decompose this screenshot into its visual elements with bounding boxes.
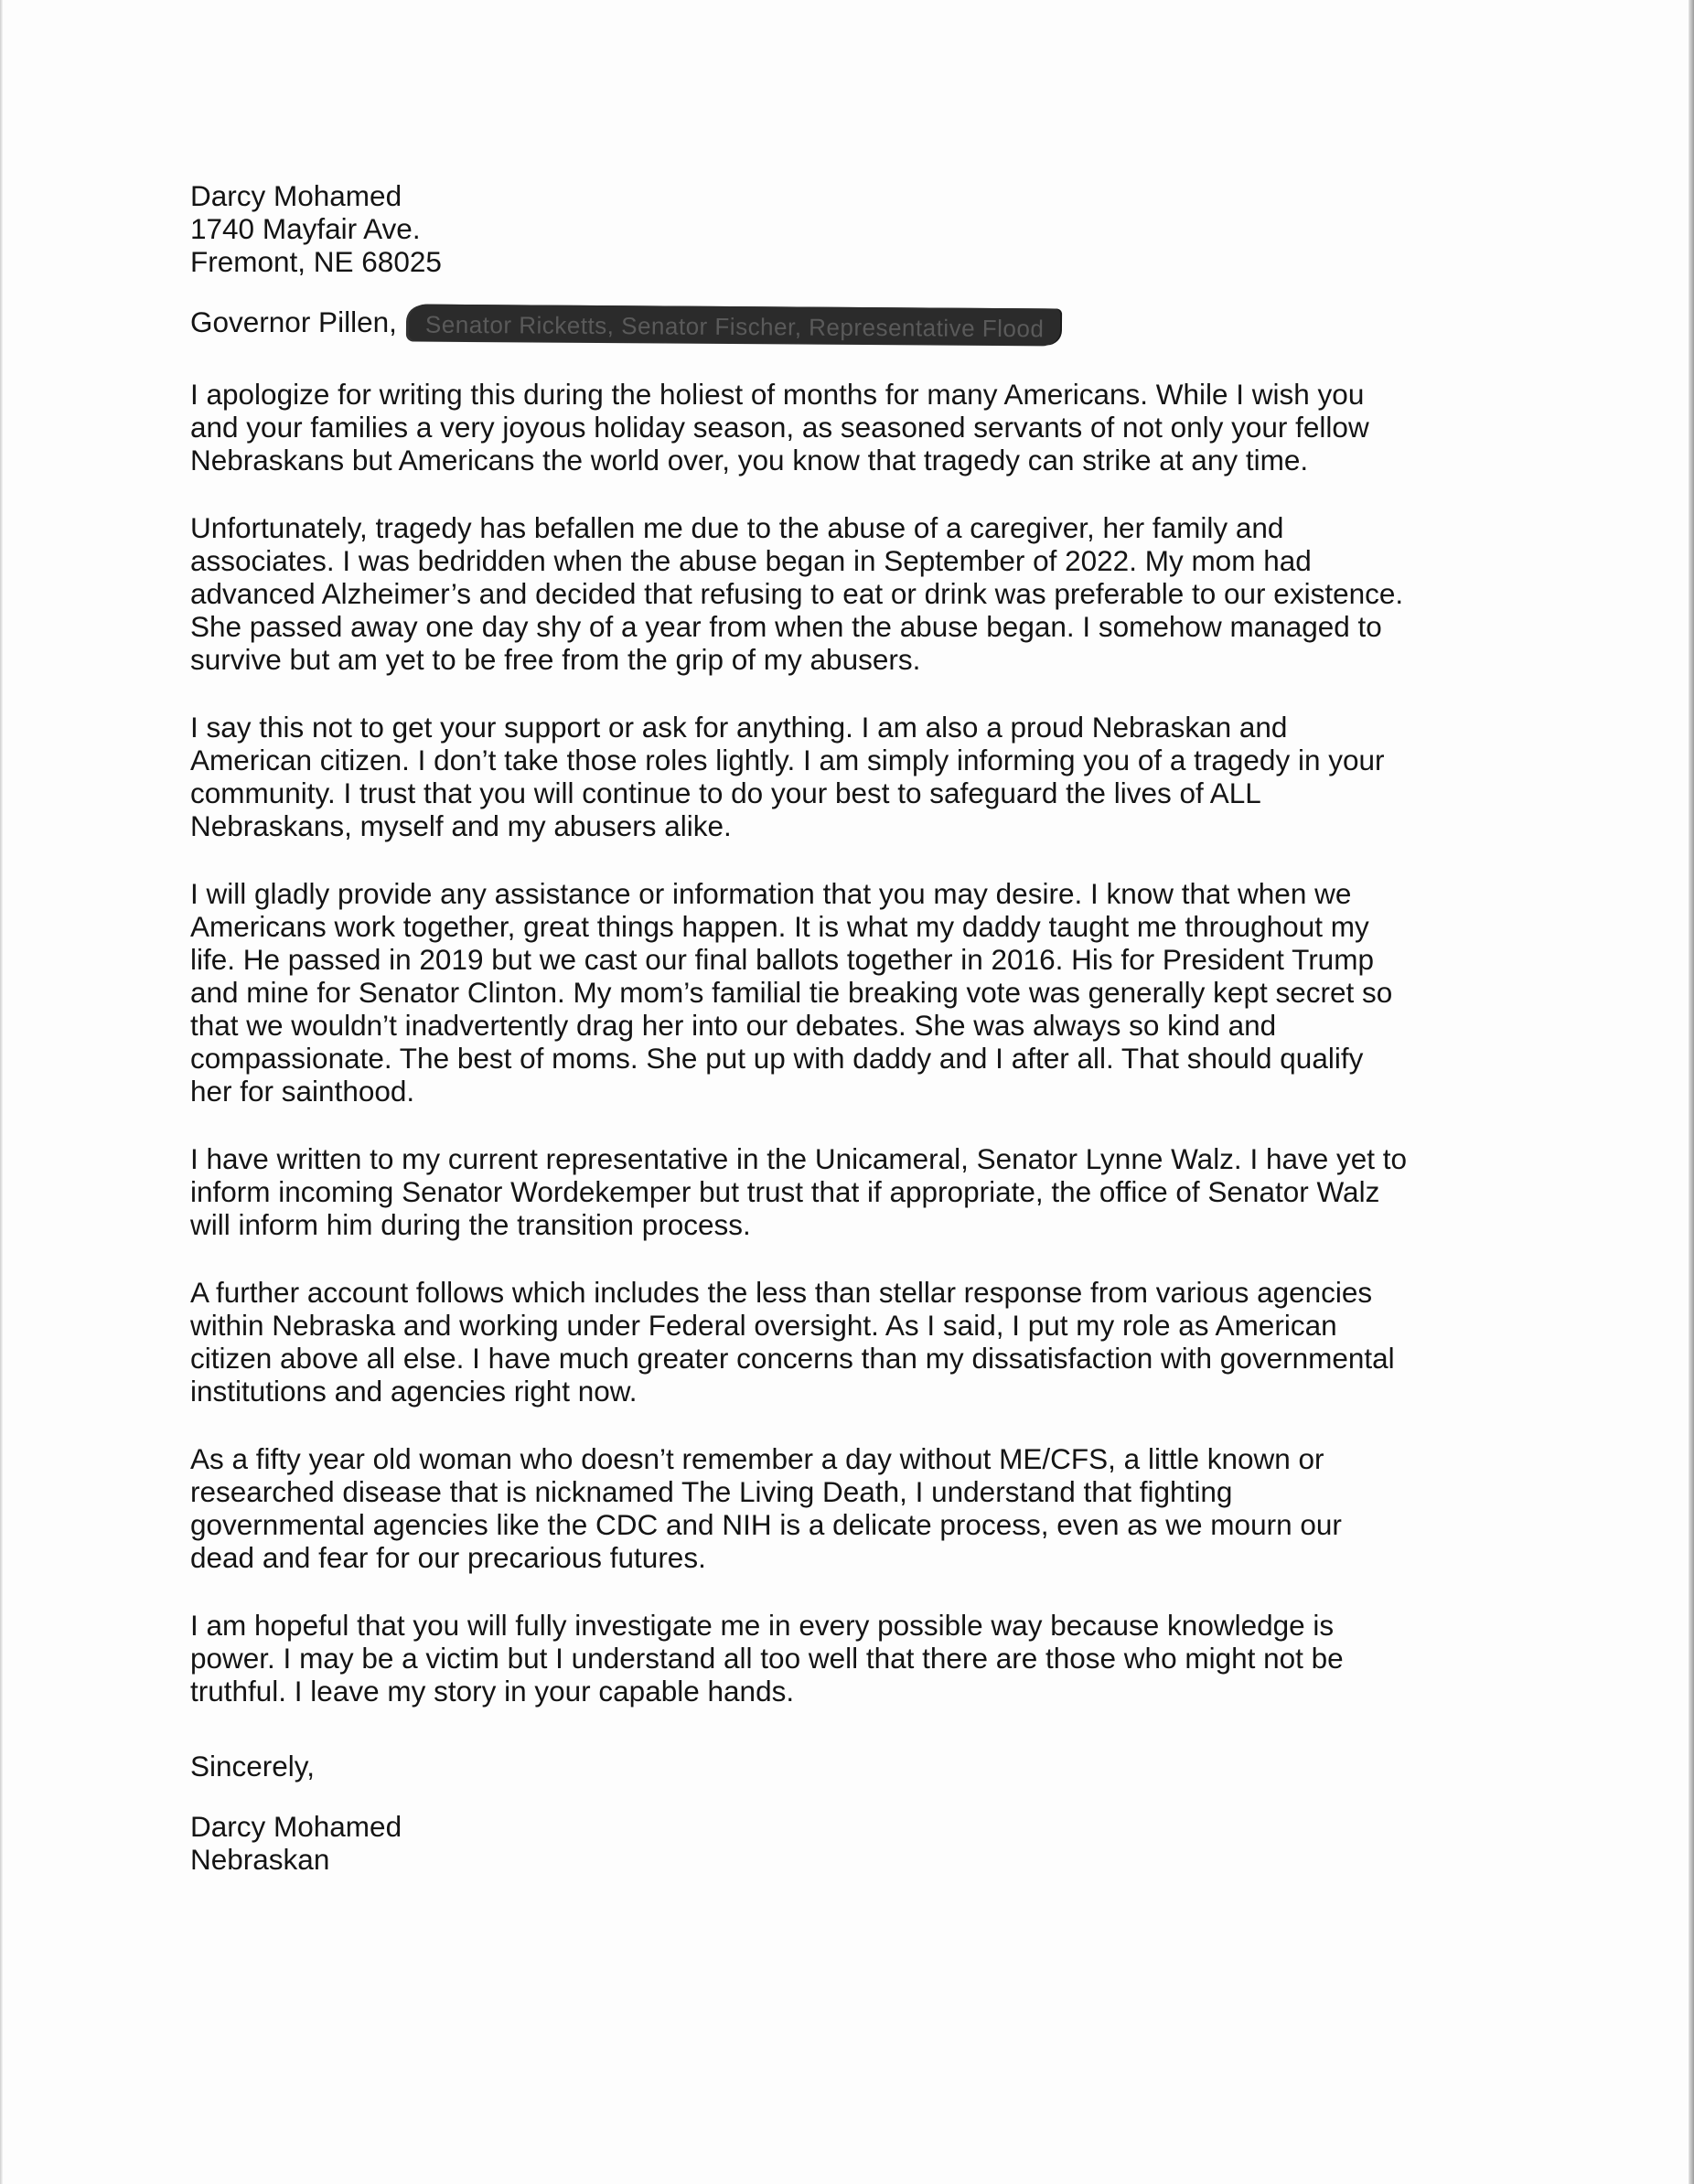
sender-city-state-zip: Fremont, NE 68025: [190, 245, 442, 278]
paragraph-line: within Nebraska and working under Federal oversight. As I said, I put my role as American: [190, 1308, 1337, 1342]
letter-body: [190, 179, 1498, 1876]
paragraph-line: Americans work together, great things happen. It is what my daddy taught me throughout my: [190, 909, 1369, 943]
sender-address: [190, 179, 1498, 278]
paragraph-line: and your families a very joyous holiday season, as seasoned servants of not only your fellow: [190, 410, 1369, 444]
paragraph-mecfs: [190, 1442, 1498, 1574]
paragraph-representative: [190, 1142, 1498, 1241]
paragraph-family: [190, 877, 1498, 1108]
paragraph-line: I say this not to get your support or ask for anything. I am also a proud Nebraskan and: [190, 710, 1288, 744]
paragraph-line: truthful. I leave my story in your capable hands.: [190, 1674, 795, 1708]
sender-street: 1740 Mayfair Ave.: [190, 212, 421, 245]
paragraph-purpose: [190, 711, 1498, 842]
paragraph-line: governmental agencies like the CDC and NIH is a delicate process, even as we mourn our: [190, 1507, 1342, 1541]
paragraph-line: researched disease that is nicknamed The Living Death, I understand that fighting: [190, 1474, 1233, 1508]
paragraph-line: institutions and agencies right now.: [190, 1374, 638, 1408]
paragraph-line: and mine for Senator Clinton. My mom’s familial tie breaking vote was generally kept secret so: [190, 975, 1393, 1009]
redaction-marker: [408, 304, 1060, 345]
signature-title: Nebraskan: [190, 1842, 330, 1876]
paragraph-line: her for sainthood.: [190, 1074, 415, 1108]
signature-name: Darcy Mohamed: [190, 1809, 402, 1843]
paragraph-line: survive but am yet to be free from the grip of my abusers.: [190, 642, 921, 676]
sender-name: Darcy Mohamed: [190, 179, 402, 212]
paragraph-line: that we wouldn’t inadvertently drag her into our debates. She was always so kind and: [190, 1008, 1277, 1042]
paragraph-line: She passed away one day shy of a year from when the abuse began. I somehow managed to: [190, 609, 1382, 643]
paragraph-line: American citizen. I don’t take those roles lightly. I am simply informing you of a tragedy in your: [190, 743, 1385, 776]
scan-edge-right: [1689, 0, 1694, 2184]
paragraph-line: A further account follows which includes the less than stellar response from various agencies: [190, 1275, 1373, 1309]
signature-block: [190, 1810, 1498, 1876]
closing-line: Sincerely,: [190, 1749, 315, 1783]
paragraph-line: power. I may be a victim but I understand all too well that there are those who might not be: [190, 1641, 1344, 1675]
redacted-recipients: Senator Ricketts, Senator Fischer, Representative Flood: [424, 310, 1045, 343]
paragraph-line: will inform him during the transition process.: [190, 1207, 751, 1241]
paragraph-line: Nebraskans, myself and my abusers alike.: [190, 808, 732, 842]
greeting-line: [190, 305, 1498, 343]
paragraph-line: compassionate. The best of moms. She put up with daddy and I after all. That should qualify: [190, 1041, 1364, 1075]
paragraph-line: I am hopeful that you will fully investigate me in every possible way because knowledge is: [190, 1608, 1335, 1642]
paragraph-line: citizen above all else. I have much greater concerns than my dissatisfaction with governmental: [190, 1341, 1395, 1375]
paragraph-line: I apologize for writing this during the holiest of months for many Americans. While I wish you: [190, 377, 1365, 411]
paragraph-line: associates. I was bedridden when the abuse began in September of 2022. My mom had: [190, 543, 1312, 577]
paragraph-line: I have written to my current representative in the Unicameral, Senator Lynne Walz. I have yet to: [190, 1141, 1408, 1175]
paragraph-account: [190, 1276, 1498, 1408]
paragraph-line: As a fifty year old woman who doesn’t remember a day without ME/CFS, a little known or: [190, 1441, 1324, 1475]
paragraph-tragedy: [190, 511, 1498, 676]
paragraph-line: advanced Alzheimer’s and decided that refusing to eat or drink was preferable to our existence.: [190, 576, 1404, 610]
salutation: Governor Pillen,: [190, 305, 397, 338]
paragraph-line: life. He passed in 2019 but we cast our final ballots together in 2016. His for President Trump: [190, 942, 1374, 976]
paragraph-line: community. I trust that you will continue to do your best to safeguard the lives of ALL: [190, 776, 1261, 809]
paragraph-line: I will gladly provide any assistance or information that you may desire. I know that when we: [190, 876, 1352, 910]
paragraph-investigate: [190, 1609, 1498, 1708]
paragraph-apology: [190, 378, 1498, 476]
paragraph-line: Unfortunately, tragedy has befallen me due to the abuse of a caregiver, her family and: [190, 510, 1284, 544]
paragraph-line: dead and fear for our precarious futures.: [190, 1540, 706, 1574]
scan-edge-left: [0, 0, 3, 2184]
paragraph-line: Nebraskans but Americans the world over, you know that tragedy can strike at any time.: [190, 443, 1309, 476]
paragraph-line: inform incoming Senator Wordekemper but trust that if appropriate, the office of Senator Walz: [190, 1174, 1380, 1208]
